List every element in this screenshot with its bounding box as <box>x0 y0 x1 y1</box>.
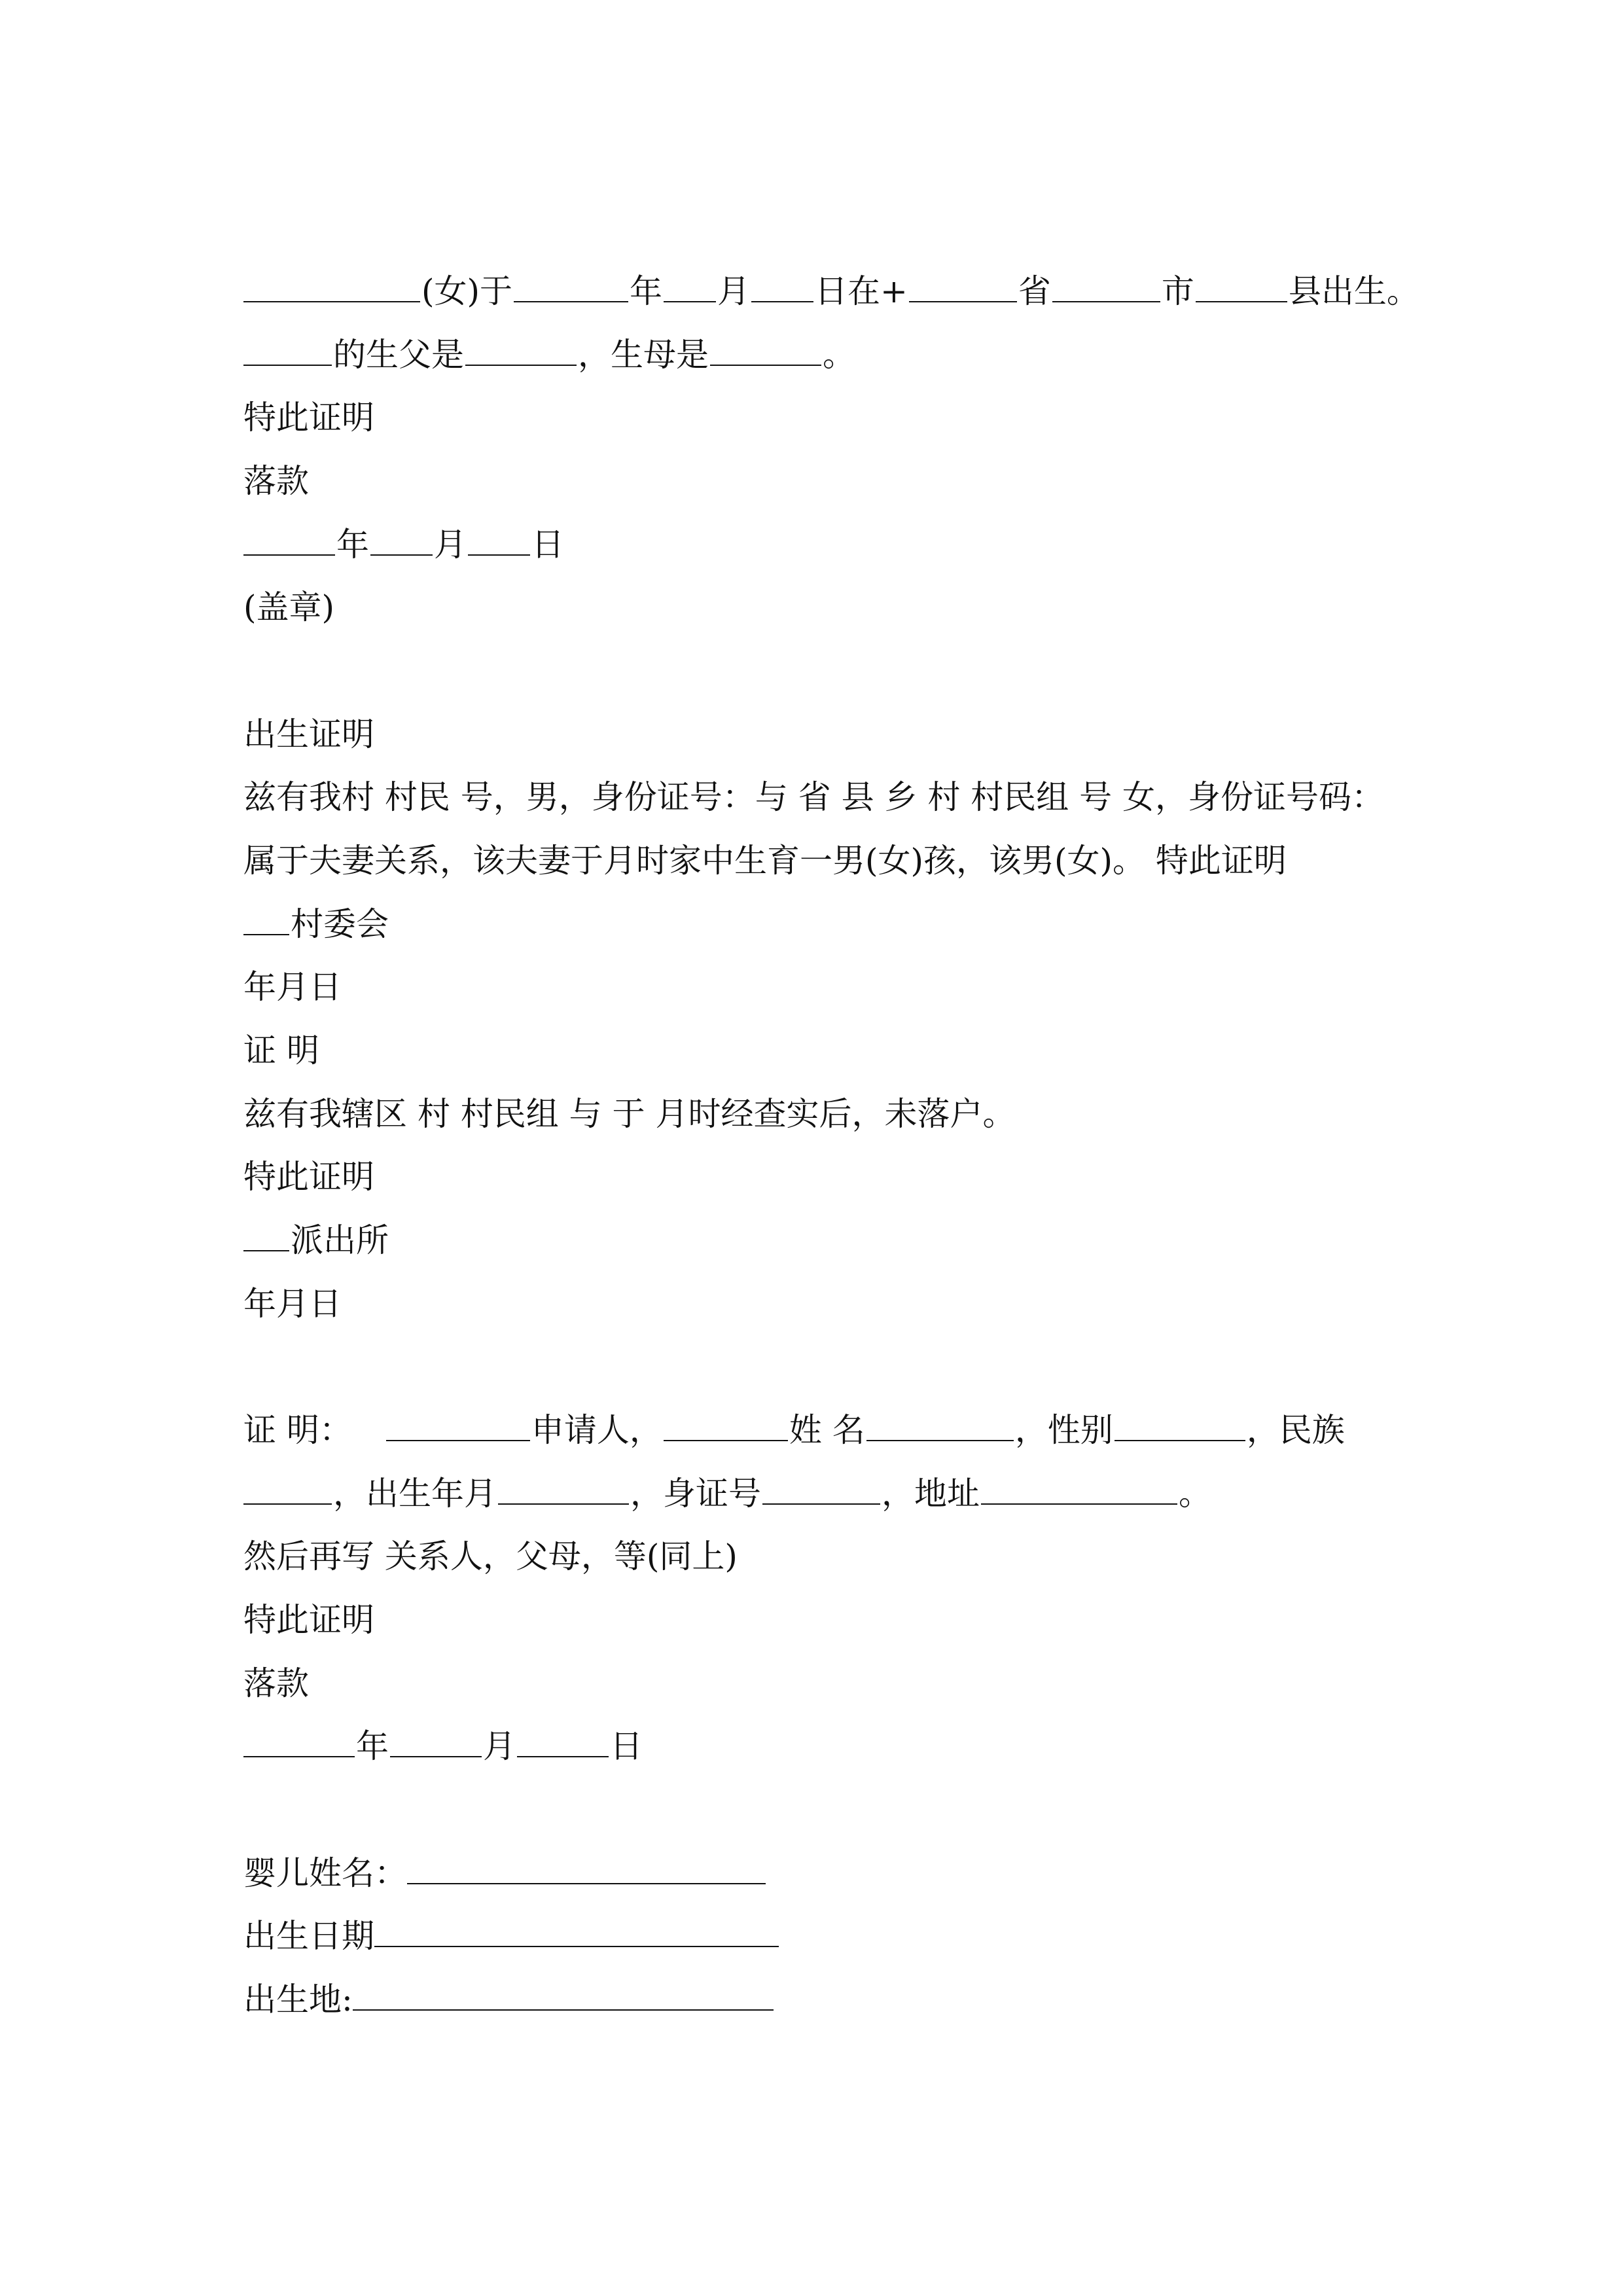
text-segment: 申请人， <box>531 1411 662 1449</box>
label: 婴儿姓名： <box>243 1854 407 1892</box>
birth-date-line <box>243 1907 780 1965</box>
address-blank[interactable] <box>981 1475 1177 1505</box>
text-segment: 派出所 <box>291 1221 389 1259</box>
month-blank[interactable] <box>370 526 433 556</box>
text-segment: ，民族 <box>1246 1411 1345 1449</box>
applicant-blank[interactable] <box>386 1411 530 1441</box>
day-blank[interactable] <box>751 272 813 302</box>
org-line <box>243 1211 389 1270</box>
date-line <box>243 515 564 574</box>
text-segment: ，地址 <box>882 1475 980 1513</box>
text-segment: ，身证号 <box>630 1475 761 1513</box>
section-title: 出生证明 <box>243 715 374 753</box>
city-blank[interactable] <box>1052 272 1160 302</box>
applicant-line <box>243 1401 1345 1460</box>
name-value-blank[interactable] <box>866 1411 1014 1441</box>
text-segment: 月 <box>717 272 751 310</box>
text-segment: 省 <box>1018 272 1051 310</box>
date-line <box>243 1717 643 1776</box>
seal-label: (盖章) <box>243 588 335 626</box>
text-segment: 月 <box>483 1727 516 1765</box>
text-segment: 的生父是 <box>333 336 464 374</box>
note-text: 然后再写 关系人，父母，等(同上) <box>243 1537 738 1575</box>
text-segment: (女)于 <box>421 272 513 310</box>
province-blank[interactable] <box>909 272 1017 302</box>
body-text: 兹有我村 村民 号，男，身份证号：与 省 县 乡 村 村民组 号 女，身份证号码： <box>243 778 1385 816</box>
text-segment: ，生母是 <box>578 336 709 374</box>
birth-place-line <box>243 1970 775 2029</box>
text-segment: 日 <box>610 1727 643 1765</box>
year-blank[interactable] <box>243 1727 355 1757</box>
certify-text: 特此证明 <box>243 1601 374 1639</box>
text-segment: 年 <box>336 526 369 564</box>
text-segment: 县出生。 <box>1288 272 1419 310</box>
mother-blank[interactable] <box>710 336 821 366</box>
father-blank[interactable] <box>465 336 577 366</box>
date-text: 年月日 <box>243 968 342 1006</box>
gender-blank[interactable] <box>1115 1411 1245 1441</box>
label: 出生地: <box>243 1981 353 2018</box>
birth-place-blank[interactable] <box>353 1981 774 2011</box>
name-blank[interactable] <box>664 1411 788 1441</box>
year-blank[interactable] <box>514 272 628 302</box>
birth-date-blank[interactable] <box>498 1475 629 1505</box>
org-blank[interactable] <box>243 1221 289 1251</box>
birth-statement-line <box>243 262 1419 321</box>
text-segment: ，性别 <box>1014 1411 1113 1449</box>
text-segment: 日 <box>531 526 564 564</box>
org-line <box>243 895 389 954</box>
month-blank[interactable] <box>664 272 716 302</box>
child-blank[interactable] <box>243 336 332 366</box>
label: 出生日期 <box>243 1917 374 1955</box>
text-segment: 日在+ <box>815 272 908 310</box>
ethnicity-blank[interactable] <box>243 1475 332 1505</box>
parents-line <box>243 325 855 384</box>
text-segment: 市 <box>1161 272 1194 310</box>
label: 证 明： <box>243 1411 352 1449</box>
day-blank[interactable] <box>517 1727 609 1757</box>
certify-text: 特此证明 <box>243 399 374 437</box>
body-text: 属于夫妻关系，该夫妻于月时家中生育一男(女)孩，该男(女)。 特此证明 <box>243 842 1287 880</box>
text-segment: 年 <box>630 272 663 310</box>
name-blank[interactable] <box>243 272 420 302</box>
signature-label: 落款 <box>243 462 309 500</box>
text-segment: ，出生年月 <box>333 1475 497 1513</box>
text-segment: 。 <box>1179 1475 1211 1513</box>
text-segment: 月 <box>434 526 467 564</box>
baby-name-line <box>243 1844 767 1903</box>
birth-date-blank[interactable] <box>374 1917 779 1947</box>
day-blank[interactable] <box>468 526 530 556</box>
signature-label: 落款 <box>243 1664 309 1702</box>
id-number-blank[interactable] <box>762 1475 880 1505</box>
section-title: 证 明 <box>243 1031 319 1069</box>
month-blank[interactable] <box>390 1727 482 1757</box>
body-text: 兹有我辖区 村 村民组 与 于 月时经查实后，未落户。 <box>243 1095 1016 1133</box>
date-text: 年月日 <box>243 1285 342 1323</box>
year-blank[interactable] <box>243 526 335 556</box>
certify-text: 特此证明 <box>243 1158 374 1196</box>
text-segment: 村委会 <box>291 905 389 943</box>
text-segment: 年 <box>356 1727 389 1765</box>
county-blank[interactable] <box>1196 272 1287 302</box>
details-line <box>243 1464 1211 1523</box>
org-blank[interactable] <box>243 905 289 935</box>
text-segment: 。 <box>823 336 855 374</box>
text-segment: 姓 名 <box>789 1411 865 1449</box>
baby-name-blank[interactable] <box>407 1854 766 1884</box>
